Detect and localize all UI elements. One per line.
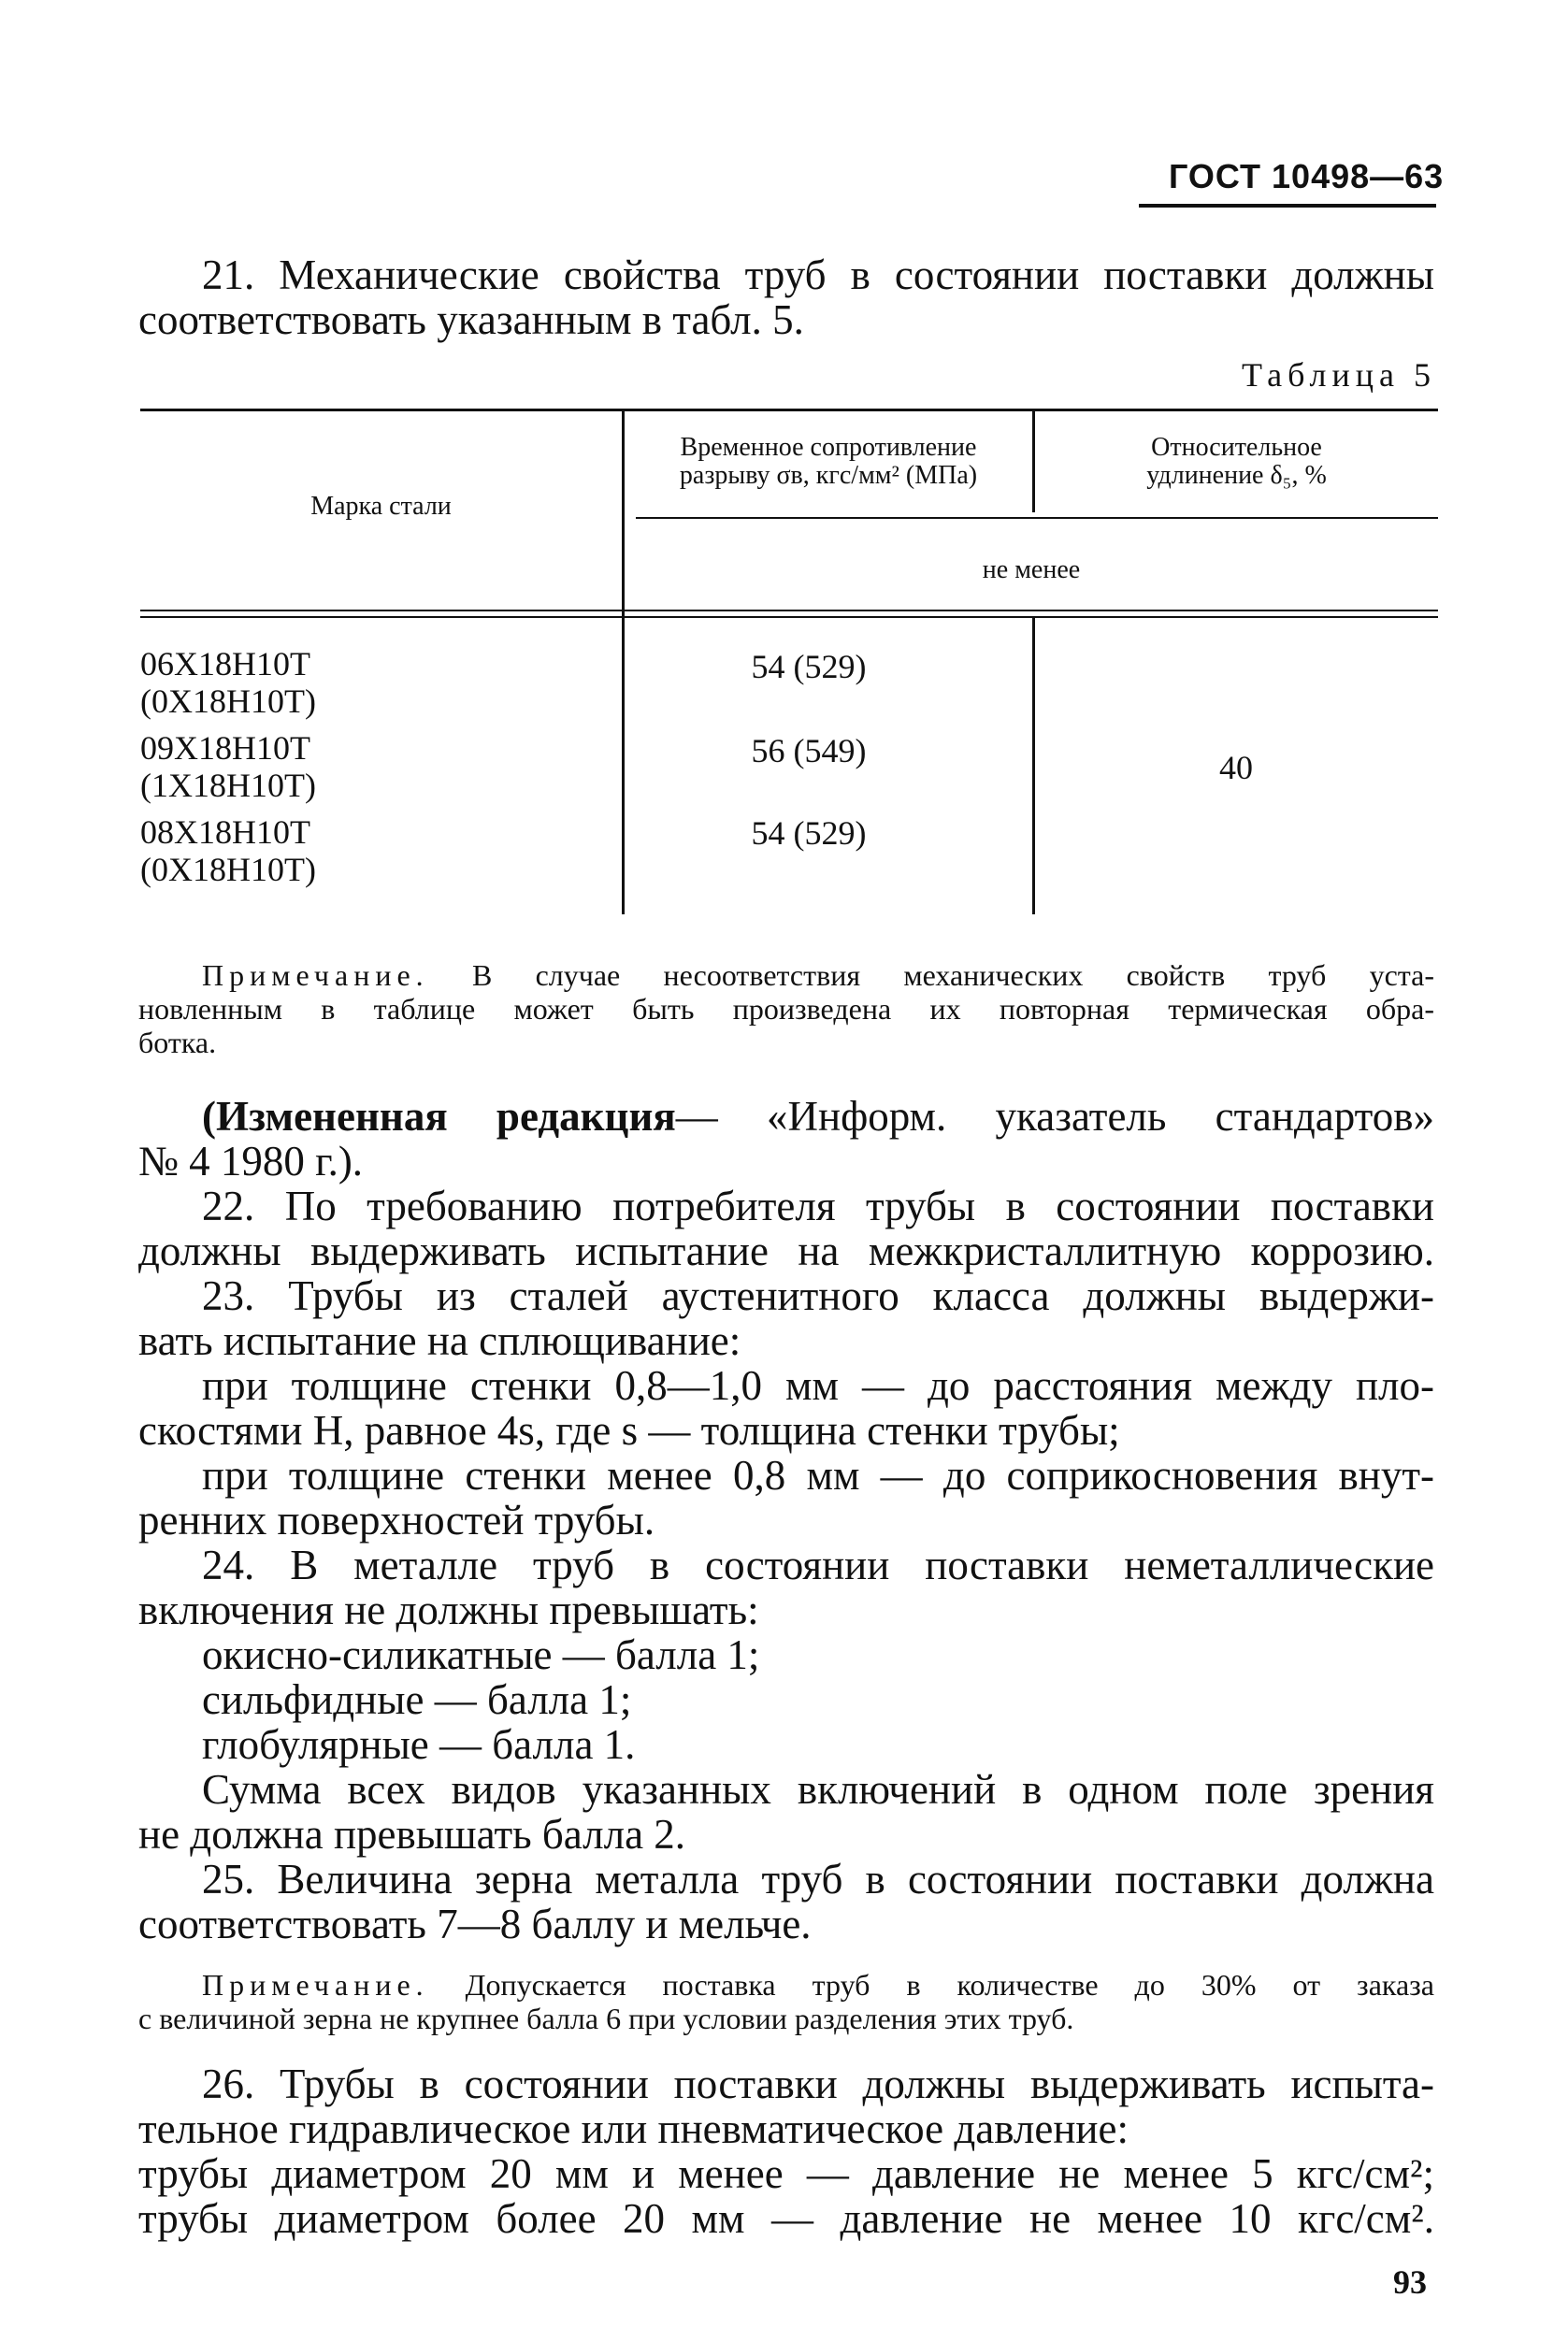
p21-line1: 21. Механические свойства труб в состоянии поставки должны — [202, 251, 1434, 298]
p23-line5: при толщине стенки менее 0,8 мм — до соприкосновения внут- — [202, 1452, 1434, 1499]
p26-line3: трубы диаметром 20 мм и менее — давление не менее 5 кгс/см²; — [138, 2150, 1434, 2197]
p24-line5: глобулярные — балла 1. — [202, 1721, 636, 1768]
p26-line4: трубы диаметром более 20 мм — давление не менее 10 кгс/см². — [138, 2195, 1434, 2242]
table-subheader-rule — [636, 517, 1438, 519]
table-row-3-grade-alt: (0Х18Н10Т) — [140, 851, 316, 888]
note1-text-1: В случае несоответствия механических свойств труб уста- — [471, 958, 1435, 992]
amendment-bold: (Измененная редакция — [202, 1093, 676, 1140]
table-header-elongation-line2: удлинение δ₅, % — [1146, 461, 1327, 490]
p23-line4: скостями H, равное 4s, где s — толщина стенки трубы; — [138, 1407, 1120, 1454]
table-header-rule-2 — [140, 616, 1438, 618]
amendment-line2: № 4 1980 г.). — [138, 1138, 364, 1185]
table-vline-body-mid — [1032, 618, 1035, 914]
table-header-rule-1 — [140, 610, 1438, 611]
table-row-3-grade: 08Х18Н10Т — [140, 813, 310, 851]
table-top-rule — [140, 409, 1438, 411]
table-elongation-value: 40 — [1219, 749, 1253, 786]
table-row-2-grade-alt: (1Х18Н10Т) — [140, 767, 316, 804]
note2-label: Примечание. — [202, 1968, 429, 2002]
note1-line1 — [202, 958, 1434, 992]
p22-line1: 22. По требованию потребителя трубы в состоянии поставки — [202, 1183, 1434, 1229]
note1-line2: новленным в таблице может быть произведена их повторная термическая обра- — [138, 992, 1434, 1026]
table-header-steel-grade: Марка стали — [310, 492, 452, 521]
table-row-2-grade: 09Х18Н10Т — [140, 729, 310, 767]
p25-line1: 25. Величина зерна металла труб в состоянии поставки должна — [202, 1856, 1434, 1903]
p26-line1: 26. Трубы в состоянии поставки должны выдерживать испыта- — [202, 2061, 1434, 2107]
p23-line1: 23. Трубы из сталей аустенитного класса должны выдержи- — [202, 1272, 1434, 1319]
table-row-1-grade-alt: (0Х18Н10Т) — [140, 682, 316, 720]
p26-line2: тельное гидравлическое или пневматическое давление: — [138, 2105, 1129, 2152]
table-row-1-grade: 06Х18Н10Т — [140, 645, 310, 682]
note1-label: Примечание. — [202, 958, 429, 992]
note2-text-1: Допускается поставка труб в количестве до 30% от заказа — [465, 1968, 1435, 2002]
p25-line2: соответствовать 7—8 баллу и мельче. — [138, 1901, 812, 1947]
note2-line2: с величиной зерна не крупнее балла 6 при условии разделения этих труб. — [138, 2002, 1074, 2035]
p24-line6: Сумма всех видов указанных включений в одном поле зрения — [202, 1766, 1434, 1813]
p24-line3: окисно-силикатные — балла 1; — [202, 1631, 760, 1678]
table-subheader-min: не менее — [982, 555, 1081, 584]
amendment-line1 — [202, 1094, 1434, 1139]
p22-line2: должны выдерживать испытание на межкристаллитную коррозию. — [138, 1228, 1434, 1274]
amendment-rest: — «Информ. указатель стандартов» — [675, 1093, 1434, 1140]
header-rule — [1139, 204, 1436, 208]
p23-line6: ренних поверхностей трубы. — [138, 1497, 655, 1544]
table-header-strength-line2: разрыву σв, кгс/мм² (МПа) — [679, 461, 978, 490]
table-row-1-strength: 54 (529) — [751, 648, 867, 685]
table-caption: Таблица 5 — [1242, 356, 1436, 394]
table-header-strength-line1: Временное сопротивление — [680, 433, 977, 462]
note1-line3: ботка. — [138, 1026, 217, 1059]
table-vline-header-mid — [1032, 411, 1035, 512]
p21-line2: соответствовать указанным в табл. 5. — [138, 296, 804, 343]
p24-line7: не должна превышать балла 2. — [138, 1811, 686, 1858]
p24-line1: 24. В металле труб в состоянии поставки неметаллические — [202, 1542, 1434, 1588]
table-row-2-strength: 56 (549) — [751, 732, 867, 769]
p23-line3: при толщине стенки 0,8—1,0 мм — до расстояния между пло- — [202, 1362, 1434, 1409]
table-row-3-strength: 54 (529) — [751, 814, 867, 852]
p23-line2: вать испытание на сплющивание: — [138, 1317, 741, 1364]
p24-line4: сильфидные — балла 1; — [202, 1676, 632, 1723]
p24-line2: включения не должны превышать: — [138, 1587, 759, 1633]
note2-line1 — [202, 1968, 1434, 2002]
table-header-elongation-line1: Относительное — [1151, 433, 1322, 462]
page-number: 93 — [1393, 2263, 1427, 2301]
document-header: ГОСТ 10498—63 — [1169, 157, 1445, 195]
